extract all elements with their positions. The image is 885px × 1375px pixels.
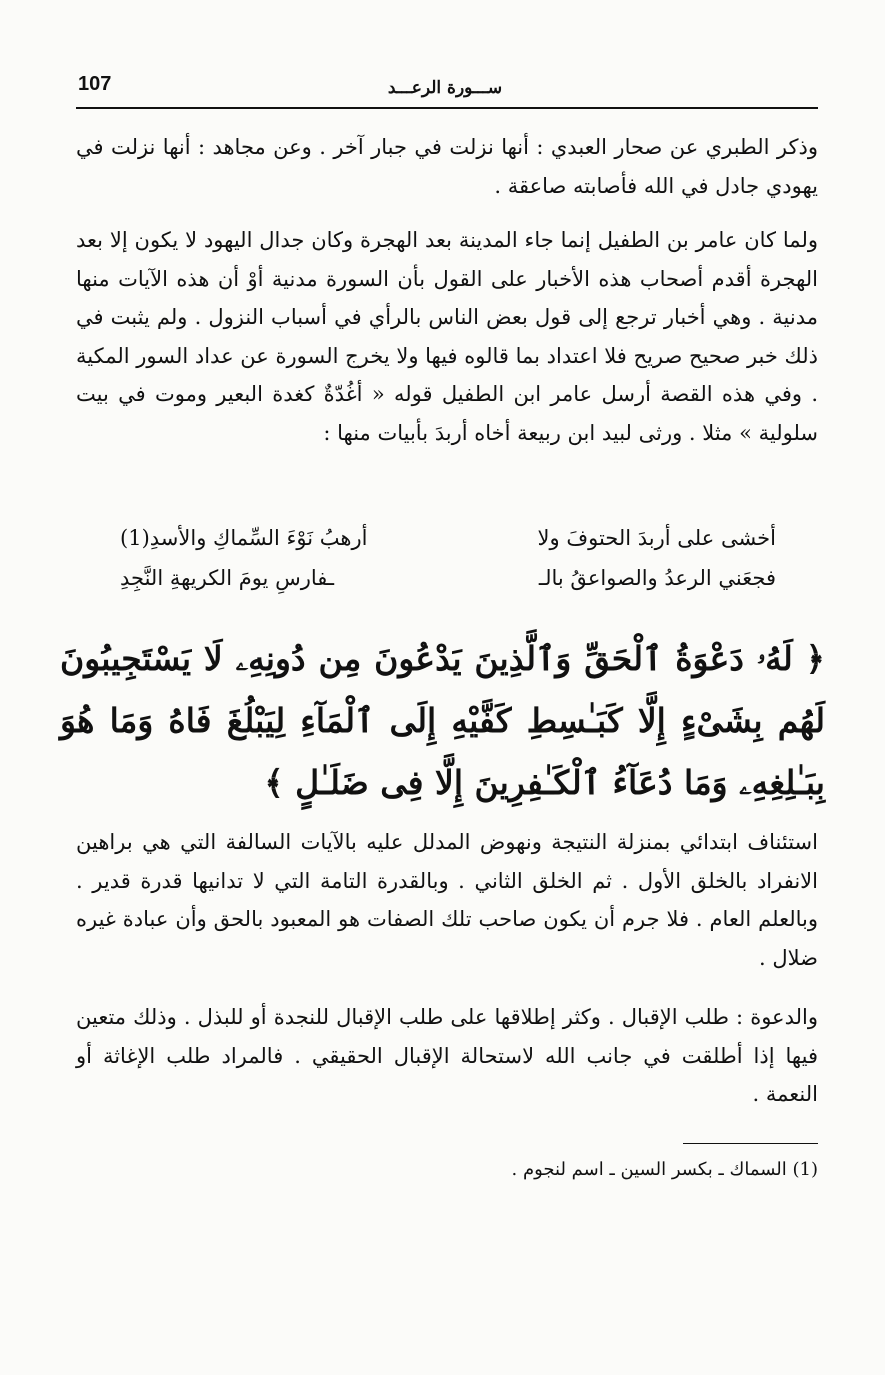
footnote-rule: [683, 1143, 818, 1144]
commentary-2: والدعوة : طلب الإقبال . وكثر إطلاقها على طلب الإقبال للنجدة أو للبذل . وذلك متعين فيها إذا أطلقت في جانب الله لاستحالة الإقبال الحقيقي . فالمراد طلب الإغاثة أو النعمة .: [76, 1005, 818, 1106]
footnote: (1) السماك ـ بكسر السين ـ اسم لنجوم .: [511, 1159, 818, 1180]
poem-hemistich-second: ـفارسِ يومَ الكريهةِ النَّجِدِ: [120, 566, 335, 590]
header-rule: [76, 107, 818, 109]
commentary-1: استئناف ابتدائي بمنزلة النتيجة ونهوض المدلل عليه بالآيات السالفة التي هي براهين الانفراد بالخلق الأول . ثم الخلق الثاني . وبالقدرة التامة التي لا تدانيها قدرة قدير . وبالعلم العام . فلا جرم أن يكون صاحب تلك الصفات هو المعبود بالحق وأن عبادة غيره ضلال .: [76, 830, 818, 970]
quran-verse: ﴿ لَهُۥ دَعْوَةُ ٱلْحَقِّ وَٱلَّذِينَ يَدْعُونَ مِن دُونِهِۦ لَا يَسْتَجِيبُونَ لَهُم بِشَىْءٍ إِلَّا كَبَـٰسِطِ كَفَّيْهِ إِلَى ٱلْمَآءِ لِيَبْلُغَ فَاهُ وَمَا هُوَ بِبَـٰلِغِهِۦ وَمَا دُعَآءُ ٱلْكَـٰفِرِينَ إِلَّا فِى ضَلَـٰلٍ ﴾: [60, 639, 825, 802]
poem-hemistich-first: فجعَني الرعدُ والصواعقُ بالـ: [538, 566, 776, 590]
poem: [120, 518, 776, 598]
poem-hemistich-first: أخشى على أربدَ الحتوفَ ولا: [537, 526, 776, 550]
poem-hemistich-second: أرهبُ نَوْءَ السِّماكِ والأسدِ(1): [120, 526, 368, 550]
running-head: ســـورة الرعـــد: [387, 78, 503, 98]
paragraph-1: وذكر الطبري عن صحار العبدي : أنها نزلت في جبار آخر . وعن مجاهد : أنها نزلت في يهودي جادل في الله فأصابته صاعقة .: [76, 135, 818, 198]
poem-line: [120, 558, 776, 598]
poem-line: [120, 518, 776, 558]
page-number: 107: [78, 73, 112, 95]
paragraph-2: ولما كان عامر بن الطفيل إنما جاء المدينة بعد الهجرة وكان جدال اليهود لا يكون إلا بعد الهجرة أقدم أصحاب هذه الأخبار على القول بأن السورة مدنية أوْ أن هذه الآيات منها مدنية . وهي أخبار ترجع إلى قول بعض الناس بالرأي في أسباب النزول . ولم يثبت في ذلك خبر صحيح صريح فلا اعتداد بما قالوه فيها ولا يخرج السورة عن عداد السور المكية . وفي هذه القصة أرسل عامر ابن الطفيل قوله « أغُدّةٌ كغدة البعير وموت في بيت سلولية » مثلا . ورثى لبيد ابن ربيعة أخاه أربدَ بأبيات منها :: [76, 228, 818, 445]
